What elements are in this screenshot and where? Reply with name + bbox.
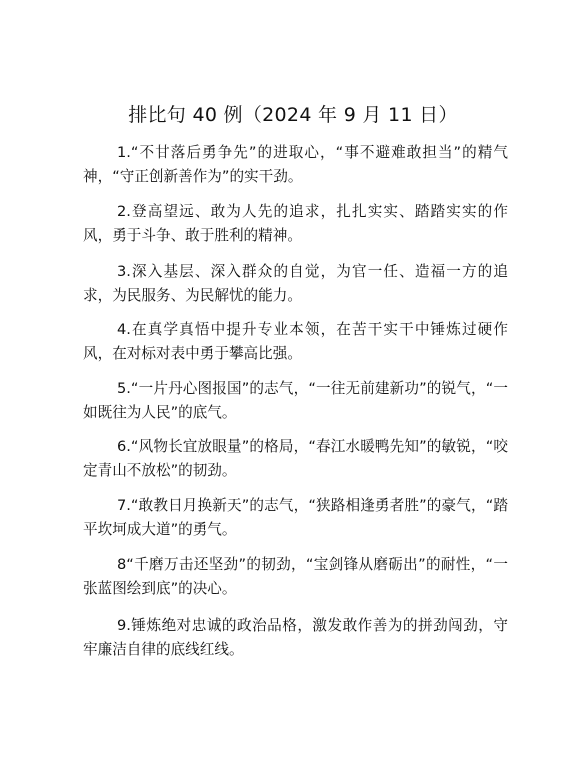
list-item-5: 5.“一片丹心图报国”的志气，“一往无前建新功”的锐气，“一如既往为人民”的底气。 — [83, 380, 508, 421]
list-item-2: 2.登高望远、敢为人先的追求，扎扎实实、踏踏实实的作风，勇于斗争、敢于胜利的精神。 — [83, 203, 508, 244]
list-item-4: 4.在真学真悟中提升专业本领，在苦干实干中锤炼过硬作风，在对标对表中勇于攀高比强。 — [83, 321, 508, 362]
list-item-3: 3.深入基层、深入群众的自觉，为官一任、造福一方的追求，为民服务、为民解忧的能力。 — [83, 263, 508, 304]
list-item-6: 6.“风物长宜放眼量”的格局，“春江水暖鸭先知”的敏锐，“咬定青山不放松”的韧劲。 — [83, 438, 508, 479]
list-item-1: 1.“不甘落后勇争先”的进取心，“事不避难敢担当”的精气神，“守正创新善作为”的实干劲。 — [83, 144, 508, 185]
document-title: 排比句 40 例（2024 年 9 月 11 日） — [128, 104, 458, 126]
list-item-9: 9.锤炼绝对忠诚的政治品格，激发敢作善为的拼劲闯劲，守牢廉洁自律的底线红线。 — [83, 617, 508, 658]
list-item-7: 7.“敢教日月换新天”的志气，“狭路相逢勇者胜”的豪气，“踏平坎坷成大道”的勇气。 — [83, 497, 508, 538]
list-item-8: 8“千磨万击还坚劲”的韧劲，“宝剑锋从磨砺出”的耐性，“一张蓝图绘到底”的决心。 — [83, 556, 508, 597]
